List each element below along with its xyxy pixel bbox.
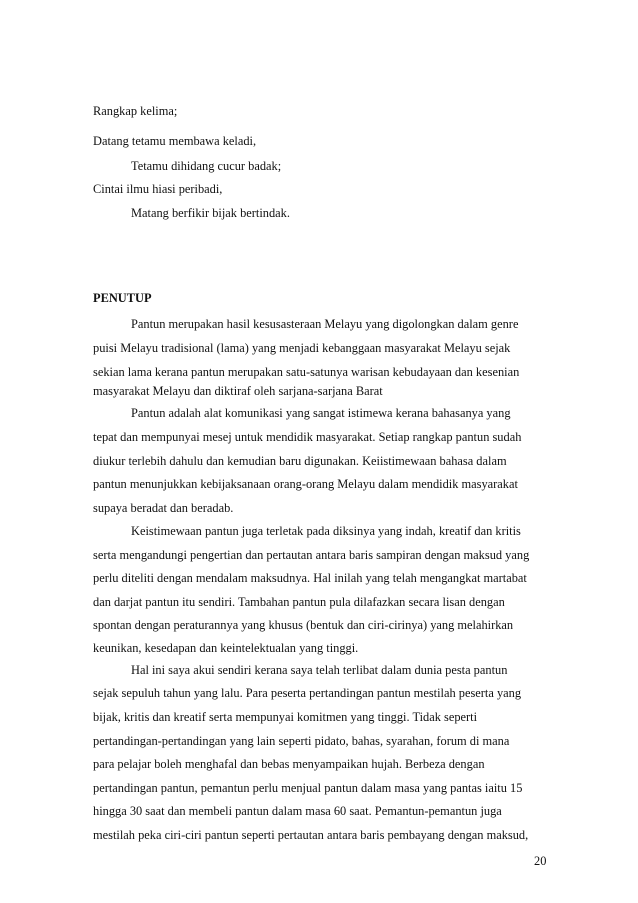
- paragraph-line: pantun menunjukkan kebijaksanaan orang-orang Melayu dalam mendidik masyarakat: [93, 477, 518, 491]
- paragraph-line: Keistimewaan pantun juga terletak pada diksinya yang indah, kreatif dan kritis: [131, 524, 521, 538]
- stanza-line: Cintai ilmu hiasi peribadi,: [93, 182, 223, 196]
- paragraph-line: sejak sepuluh tahun yang lalu. Para peserta pertandingan pantun mestilah peserta yang: [93, 686, 522, 700]
- paragraph-line: keunikan, kesedapan dan keintelektualan yang tinggi.: [93, 641, 359, 655]
- paragraph-line: Hal ini saya akui sendiri kerana saya telah terlibat dalam dunia pesta pantun: [131, 663, 508, 677]
- page-number: 20: [534, 854, 547, 868]
- paragraph-line: diukur terlebih dahulu dan kemudian baru digunakan. Keiistimewaan bahasa dalam: [93, 454, 507, 468]
- stanza-label: Rangkap kelima;: [93, 104, 178, 118]
- stanza-line: Datang tetamu membawa keladi,: [93, 134, 257, 148]
- paragraph-line: puisi Melayu tradisional (lama) yang menjadi kebanggaan masyarakat Melayu sejak: [93, 341, 511, 355]
- paragraph-line: hingga 30 saat dan membeli pantun dalam masa 60 saat. Pemantun-pemantun juga: [93, 804, 502, 818]
- paragraph-line: bijak, kritis dan kreatif serta mempunyai komitmen yang tinggi. Tidak seperti: [93, 710, 478, 724]
- paragraph-line: tepat dan mempunyai mesej untuk mendidik masyarakat. Setiap rangkap pantun sudah: [93, 430, 522, 444]
- paragraph-line: masyarakat Melayu dan diktiraf oleh sarjana-sarjana Barat: [93, 384, 383, 398]
- paragraph-line: mestilah peka ciri-ciri pantun seperti pertautan antara baris pembayang dengan maksud,: [93, 828, 529, 842]
- paragraph-line: pertandingan pantun, pemantun perlu menjual pantun dalam masa yang pantas iaitu 15: [93, 781, 523, 795]
- section-heading: PENUTUP: [93, 291, 152, 305]
- paragraph-line: spontan dengan peraturannya yang khusus (bentuk dan ciri-cirinya) yang melahirkan: [93, 618, 514, 632]
- stanza-line: Matang berfikir bijak bertindak.: [131, 206, 290, 220]
- paragraph-line: Pantun adalah alat komunikasi yang sangat istimewa kerana bahasanya yang: [131, 406, 511, 420]
- paragraph-line: dan darjat pantun itu sendiri. Tambahan pantun pula dilafazkan secara lisan dengan: [93, 595, 505, 609]
- paragraph-line: sekian lama kerana pantun merupakan satu-satunya warisan kebudayaan dan kesenian: [93, 365, 520, 379]
- stanza-line: Tetamu dihidang cucur badak;: [131, 159, 282, 173]
- paragraph-line: para pelajar boleh menghafal dan bebas menyampaikan hujah. Berbeza dengan: [93, 757, 485, 771]
- paragraph-line: serta mengandungi pengertian dan pertautan antara baris sampiran dengan maksud yang: [93, 548, 530, 562]
- paragraph-line: supaya beradat dan beradab.: [93, 501, 234, 515]
- paragraph-line: pertandingan-pertandingan yang lain seperti pidato, bahas, syarahan, forum di mana: [93, 734, 510, 748]
- paragraph-line: perlu diteliti dengan mendalam maksudnya. Hal inilah yang telah mengangkat martabat: [93, 571, 527, 585]
- paragraph-line: Pantun merupakan hasil kesusasteraan Melayu yang digolongkan dalam genre: [131, 317, 519, 331]
